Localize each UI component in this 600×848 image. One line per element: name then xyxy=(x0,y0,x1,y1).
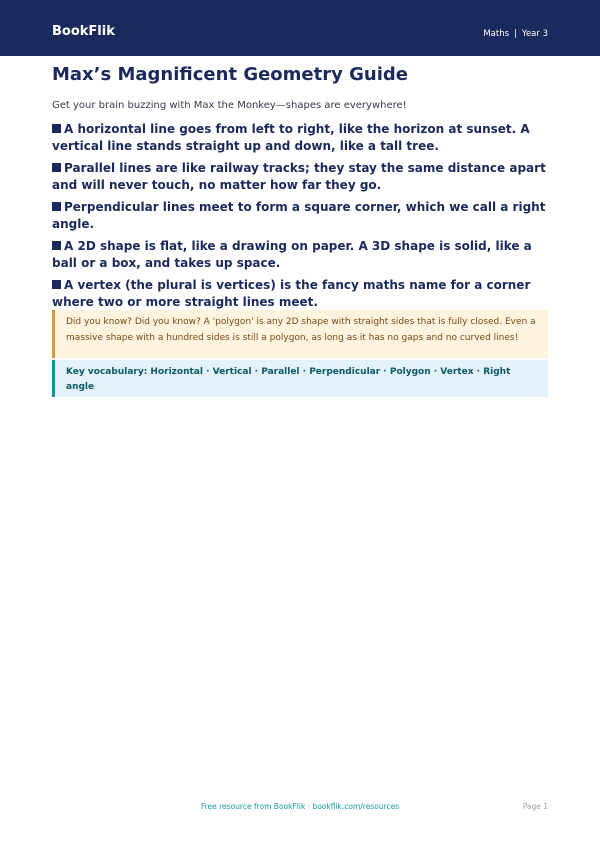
page-number: Page 1 xyxy=(522,802,548,811)
did-you-know-callout xyxy=(52,310,548,358)
fact-text: A 2D shape is flat, like a drawing on paper. A 3D shape is solid, like a ball or a box, and takes up space. xyxy=(52,239,532,270)
fact-text: A horizontal line goes from left to right, like the horizon at sunset. A vertical line stands straight up and down, like a tall tree. xyxy=(52,122,530,153)
list-item xyxy=(52,277,548,311)
did-you-know-text: Did you know? Did you know? A 'polygon' is any 2D shape with straight sides that is fully closed. Even a massive shape with a hundred sides is still a polygon, as long as it has no gaps and no curved lines! xyxy=(66,317,536,343)
fact-text: Parallel lines are like railway tracks; they stay the same distance apart and will never touch, no matter how far they go. xyxy=(52,161,546,192)
list-item xyxy=(52,238,548,272)
brand-logo[interactable]: BookFlik xyxy=(52,24,115,39)
breadcrumb xyxy=(483,29,548,39)
fact-text: Perpendicular lines meet to form a square corner, which we call a right angle. xyxy=(52,200,546,231)
header-bar xyxy=(0,0,600,56)
subject-label: Maths xyxy=(483,29,510,39)
square-bullet-icon xyxy=(52,124,61,133)
list-item xyxy=(52,121,548,155)
square-bullet-icon xyxy=(52,280,61,289)
footer-resource-link[interactable]: Free resource from BookFlik · bookflik.com/resources xyxy=(200,802,400,811)
list-item xyxy=(52,199,548,233)
square-bullet-icon xyxy=(52,163,61,172)
fact-text: A vertex (the plural is vertices) is the fancy maths name for a corner where two or more straight lines meet. xyxy=(52,278,531,309)
breadcrumb-separator: | xyxy=(514,29,517,39)
page-title: Max’s Magnificent Geometry Guide xyxy=(52,64,408,85)
list-item xyxy=(52,160,548,194)
facts-list xyxy=(52,121,548,316)
square-bullet-icon xyxy=(52,202,61,211)
page-footer xyxy=(0,802,600,816)
vocabulary-callout xyxy=(52,360,548,397)
vocabulary-text: Key vocabulary: Horizontal · Vertical · Parallel · Perpendicular · Polygon · Vertex · Right angle xyxy=(66,367,511,392)
intro-text: Get your brain buzzing with Max the Monkey—shapes are everywhere! xyxy=(52,100,407,111)
square-bullet-icon xyxy=(52,241,61,250)
year-label: Year 3 xyxy=(521,29,548,39)
